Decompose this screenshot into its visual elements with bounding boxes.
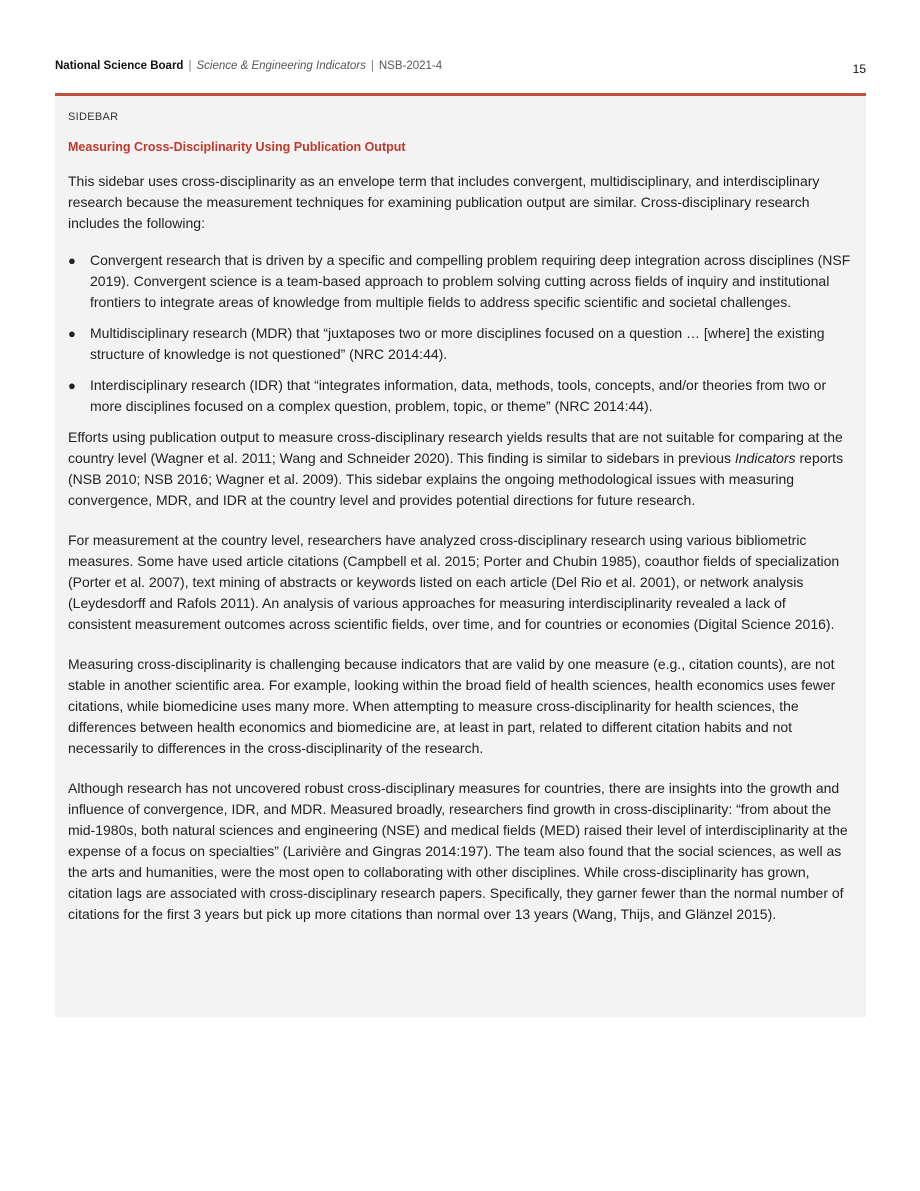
para-italic: Indicators bbox=[734, 450, 796, 466]
body-paragraph: Although research has not uncovered robust cross-disciplinary measures for countries, there are insights into the growth and influence of convergence, IDR, and MDR. Measured broadly, researchers find growth in cross-disciplinarity: “from about the mid-1980s, both natural sciences and engineering (NSE) and medical fields (MED) raised their level of interdisciplinarity at the expense of a focus on specialties” (Larivière and Gingras 2014:197). The team also found that the social sciences, as well as the arts and humanities, were the most open to collaborating with other disciplines. While cross-disciplinarity has grown, citation lags are associated with cross-disciplinary research papers. Specifically, they garner fewer than the normal number of citations for the first 3 years but pick up more citations than normal over 13 years (Wang, Thijs, and Glänzel 2015). bbox=[68, 780, 848, 922]
definition-list bbox=[68, 250, 852, 417]
intro-paragraph: This sidebar uses cross-disciplinarity as an envelope term that includes convergent, multidisciplinary, and interdisciplinary research because the measurement techniques for examining publication output are similar. Cross-disciplinary research includes the following: bbox=[68, 173, 820, 231]
bullet-icon: ● bbox=[68, 378, 76, 393]
body-paragraph bbox=[68, 427, 852, 511]
publication-title: Science & Engineering Indicators bbox=[196, 60, 366, 72]
list-item-text: Convergent research that is driven by a specific and compelling problem requiring deep integration across disciplines (NSF 2019). Convergent science is a team-based approach to problem solving cutting across fields of inquiry and institutional frontiers to integrate areas of knowledge from multiple fields to address specific scientific and societal challenges. bbox=[90, 252, 851, 310]
header-separator: | bbox=[188, 60, 192, 72]
para-text: reports (NSB 2010; NSB 2016; Wagner et al. 2009). This sidebar explains the ongoing methodological issues with measuring convergence, MDR, and IDR at the country level and provides potential directions for future research. bbox=[68, 450, 844, 508]
list-item bbox=[68, 375, 852, 417]
list-item bbox=[68, 250, 852, 313]
report-code: NSB-2021-4 bbox=[378, 60, 443, 72]
body-paragraph: For measurement at the country level, researchers have analyzed cross-disciplinary research using various bibliometric measures. Some have used article citations (Campbell et al. 2015; Porter and Chubin 1985), coauthor fields of specialization (Porter et al. 2007), text mining of abstracts or keywords listed on each article (Del Rio et al. 2001), or network analysis (Leydesdorff and Rafols 2011). An analysis of various approaches for measuring interdisciplinarity revealed a lack of consistent measurement outcomes across scientific fields, over time, and for countries or economies (Digital Science 2016). bbox=[68, 532, 840, 632]
para-text: Efforts using publication output to measure cross-disciplinary research yields results that are not suitable for comparing at the country level (Wagner et al. 2011; Wang and Schneider 2020). This finding is similar to sidebars in previous bbox=[68, 429, 843, 466]
page-header bbox=[55, 59, 866, 76]
list-item-text: Interdisciplinary research (IDR) that “integrates information, data, methods, tools, concepts, and/or theories from two or more disciplines focused on a complex question, problem, topic, or theme” (NRC 2014:44). bbox=[90, 377, 827, 414]
org-name: National Science Board bbox=[55, 60, 184, 72]
list-item-text: Multidisciplinary research (MDR) that “juxtaposes two or more disciplines focused on a question … [where] the existing structure of knowledge is not questioned” (NRC 2014:44). bbox=[90, 325, 825, 362]
bullet-icon: ● bbox=[68, 253, 76, 268]
header-separator: | bbox=[370, 60, 374, 72]
list-item bbox=[68, 323, 852, 365]
bullet-icon: ● bbox=[68, 326, 76, 341]
page-number: 15 bbox=[852, 62, 866, 76]
sidebar-panel bbox=[55, 96, 866, 1017]
sidebar-label: SIDEBAR bbox=[68, 111, 119, 123]
body-paragraph: Measuring cross-disciplinarity is challenging because indicators that are valid by one measure (e.g., citation counts), are not stable in another scientific area. For example, looking within the broad field of health sciences, health economics uses fewer citations, while biomedicine uses many more. When attempting to measure cross-disciplinarity for health sciences, the differences between health economics and biomedicine are, at least in part, related to different citation habits and not necessarily to differences in the cross-disciplinarity of the research. bbox=[68, 656, 836, 756]
sidebar-title: Measuring Cross-Disciplinarity Using Publication Output bbox=[68, 140, 406, 154]
